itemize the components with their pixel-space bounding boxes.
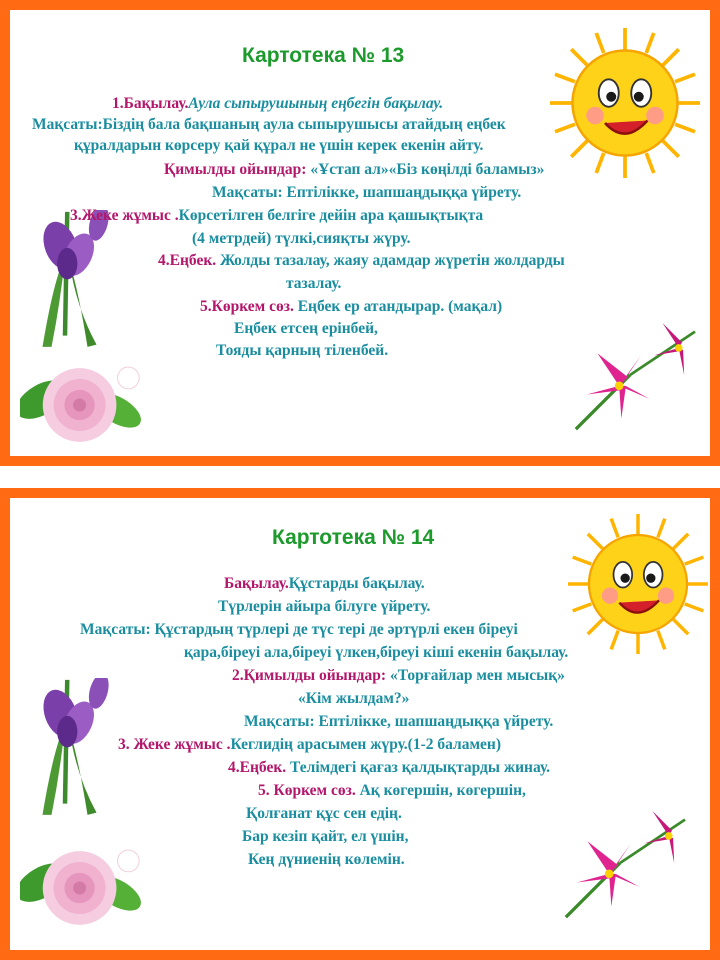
text-line: Кең дүниенің көлемін.	[248, 851, 405, 868]
lily-flower-icon	[550, 310, 710, 440]
text-line: 5. Көркем сөз. Ақ көгершін, көгершін,	[258, 782, 526, 799]
text-line: 5.Көркем сөз. Еңбек ер атандырар. (мақал)	[200, 298, 503, 315]
text-line: 1.Бақылау.Аула сыпырушының еңбегін бақылау.	[112, 95, 444, 112]
text-line: Қимылды ойындар: «Ұстап ал»«Біз көңілді баламыз»	[164, 161, 545, 178]
text-line: Тояды қарның тіленбей.	[216, 342, 389, 359]
text-line: Түрлерін айыра білуге үйрету.	[218, 598, 431, 615]
iris-flower-icon	[20, 210, 110, 360]
text-line: 2.Қимылды ойындар: «Торғайлар мен мысық»	[232, 667, 565, 684]
text-line: 3.Жеке жұмыс .Көрсетілген белгіге дейін ара қашықтықта	[70, 207, 484, 224]
card-title: Картотека № 13	[242, 44, 405, 67]
text-line: құралдарын көрсеру қай құрал не үшін керек екенін айту.	[74, 137, 484, 154]
card-13	[0, 0, 720, 466]
text-line: қара,біреуі ала,біреуі үлкен,біреуі кіші екенін бақылау.	[184, 644, 569, 661]
text-line: тазалау.	[286, 275, 342, 292]
text-line: 4.Еңбек. Жолды тазалау, жаяу адамдар жүретін жолдарды	[158, 252, 565, 269]
sun-icon	[550, 28, 700, 178]
card-14	[0, 488, 720, 960]
text-line: Мақсаты:Біздің бала бақшаның аула сыпырушысы атайдың еңбек	[32, 116, 506, 133]
text-line: Еңбек етсең ерінбей,	[234, 320, 378, 337]
card-title: Картотека № 14	[272, 526, 435, 549]
rose-icon	[20, 828, 150, 948]
text-line: 4.Еңбек. Телімдегі қағаз қалдықтарды жинау.	[228, 759, 551, 776]
text-line: 3. Жеке жұмыс .Кеглидің арасымен жүру.(1-2 баламен)	[118, 736, 501, 753]
text-line: Мақсаты: Ептілікке, шапшаңдыққа үйрету.	[244, 713, 554, 730]
text-line: Мақсаты: Құстардың түрлері де түс тері де әртүрлі екен біреуі	[80, 621, 518, 638]
text-line: Мақсаты: Ептілікке, шапшаңдыққа үйрету.	[212, 184, 522, 201]
sun-icon	[568, 514, 708, 654]
text-line: Бар кезіп қайт, ел үшін,	[242, 828, 409, 845]
text-line: «Кім жылдам?»	[298, 690, 410, 707]
lily-flower-icon	[540, 798, 700, 928]
text-line: Қолғанат құс сен едің.	[246, 805, 402, 822]
text-line: (4 метрдей) түлкі,сияқты жүру.	[192, 230, 411, 247]
rose-icon	[20, 350, 150, 460]
text-line: Бақылау.Құстарды бақылау.	[224, 575, 425, 592]
divider	[0, 466, 720, 488]
iris-flower-icon	[20, 678, 110, 828]
